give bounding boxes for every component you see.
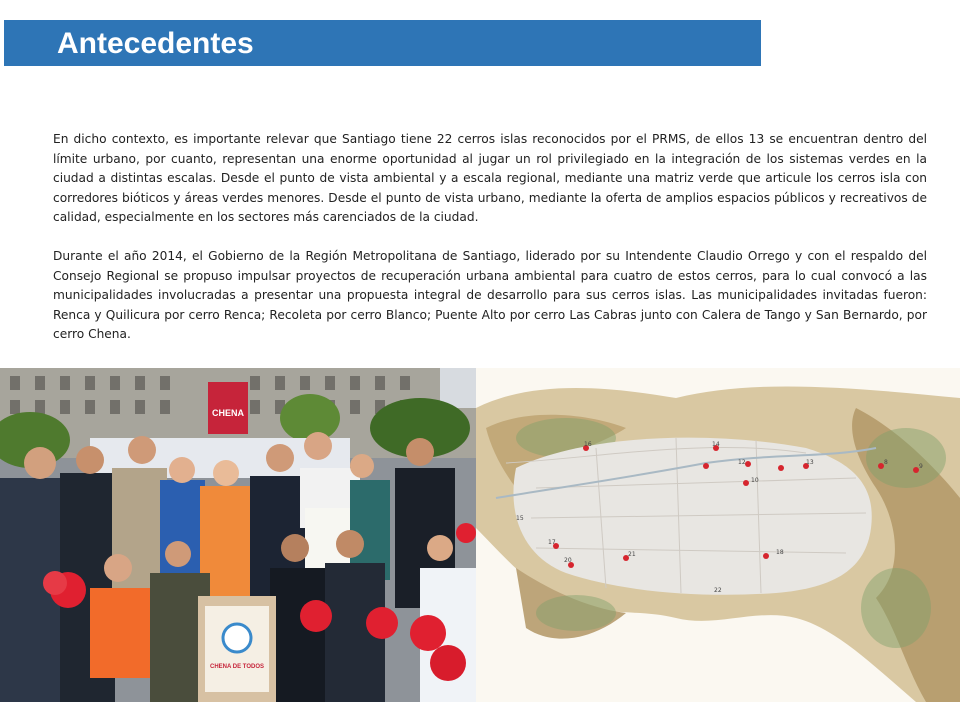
map-marker-label: 16 <box>584 441 592 448</box>
map-marker-label: 20 <box>564 557 572 564</box>
map-marker-label: 9 <box>919 463 923 470</box>
map-marker-label: 10 <box>751 477 759 484</box>
map-marker-label: 18 <box>776 549 784 556</box>
map-illustration <box>476 368 960 702</box>
map-marker-label: 8 <box>884 459 888 466</box>
regional-map <box>476 368 960 702</box>
title-bar <box>4 20 761 66</box>
event-photo <box>0 368 476 702</box>
body-text <box>53 130 927 364</box>
slide-title: Antecedentes <box>57 27 254 60</box>
map-marker-label: 14 <box>712 441 720 448</box>
sign-text: CHENA <box>211 408 245 418</box>
map-marker-label: 13 <box>806 459 814 466</box>
map-marker-label: 22 <box>714 587 722 594</box>
paragraph-1: En dicho contexto, es importante relevar que Santiago tiene 22 cerros islas reconocidos por el PRMS, de ellos 13 se encuentran dentro del límite urbano, por cuanto, representan una enorme oportunidad al jugar un rol privilegiado en la integración de los sistemas verdes en la ciudad a distintas escalas. Desde el punto de vista ambiental y a escala regional, mediante una matriz verde que articule los cerros isla con corredores bióticos y áreas verdes menores. Desde el punto de vista urbano, mediante la oferta de amplios espacios públicos y recreativos de calidad, especialmente en los sectores más carenciados de la ciudad. <box>53 132 927 225</box>
podium-label: CHENA DE TODOS <box>209 664 265 670</box>
map-marker-label: 17 <box>548 539 556 546</box>
map-marker-label: 21 <box>628 551 636 558</box>
map-marker-label: 15 <box>516 515 524 522</box>
event-photo-illustration <box>0 368 476 702</box>
map-marker-label: 12 <box>738 459 746 466</box>
paragraph-2: Durante el año 2014, el Gobierno de la Región Metropolitana de Santiago, liderado por su Intendente Claudio Orrego y con el respaldo del Consejo Regional se propuso impulsar proyectos de recuperación urbana ambiental para cuatro de estos cerros, para lo cual convocó a las municipalidades involucradas a presentar una propuesta integral de desarrollo para sus cerros islas. Las municipalidades invitadas fueron: Renca y Quilicura por cerro Renca; Recoleta por cerro Blanco; Puente Alto por cerro Las Cabras junto con Calera de Tango y San Bernardo, por cerro Chena. <box>53 248 927 342</box>
